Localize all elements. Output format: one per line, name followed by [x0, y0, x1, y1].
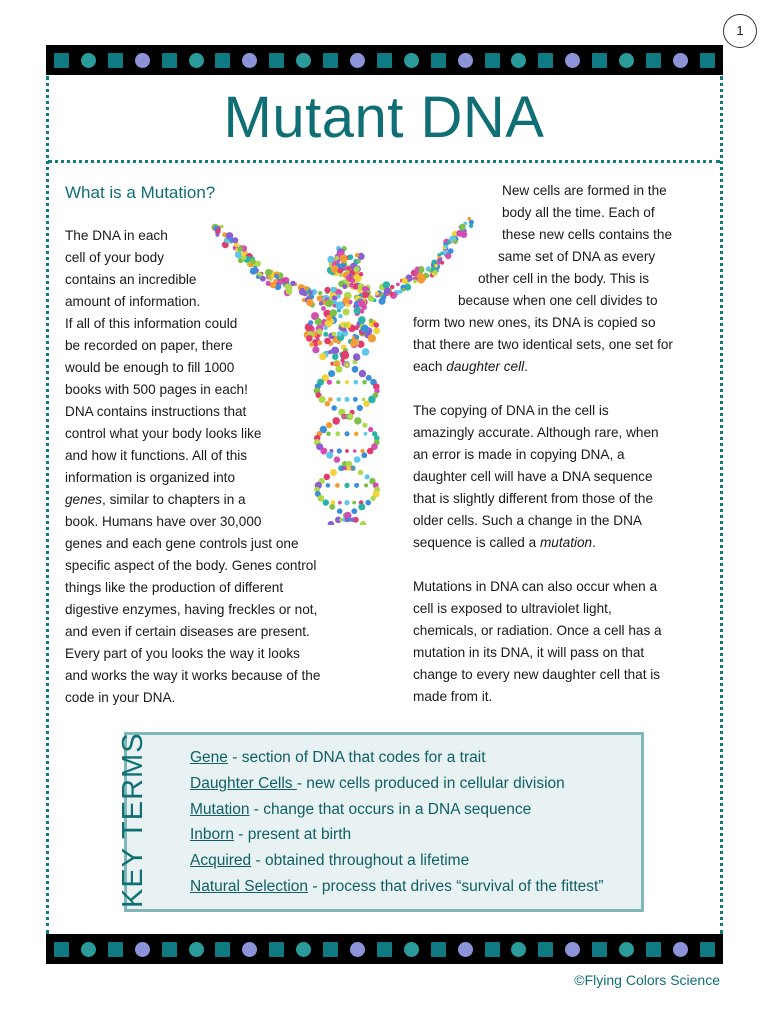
- confetti-dot: [255, 261, 261, 267]
- confetti-dot: [364, 483, 368, 487]
- left-line: control what your body looks like: [65, 426, 262, 441]
- confetti-dot: [338, 268, 344, 274]
- right-line: chemicals, or radiation. Once a cell has a: [413, 623, 662, 638]
- confetti-dot: [327, 380, 332, 385]
- left-line: cell of your body: [65, 250, 164, 265]
- border-dot: [296, 942, 311, 957]
- confetti-dot: [396, 283, 400, 287]
- border-dot: [242, 53, 257, 68]
- left-line: and even if certain diseases are present.: [65, 624, 310, 639]
- line-text: each: [413, 359, 447, 374]
- confetti-dot: [336, 301, 344, 309]
- right-line: older cells. Such a change in the DNA: [413, 513, 642, 528]
- confetti-dot: [402, 278, 408, 284]
- confetti-dot: [325, 401, 330, 406]
- confetti-dot: [309, 342, 314, 347]
- border-dot: [81, 53, 96, 68]
- confetti-dot: [249, 263, 254, 268]
- border-dot: [350, 53, 365, 68]
- border-dot: [673, 942, 688, 957]
- key-term-row: [190, 823, 351, 847]
- confetti-dot: [353, 353, 360, 360]
- confetti-dot: [215, 233, 219, 237]
- border-dot: [511, 53, 526, 68]
- border-square: [323, 942, 338, 957]
- left-line: things like the production of different: [65, 580, 284, 595]
- confetti-dot: [425, 273, 430, 278]
- line-text: .: [524, 359, 528, 374]
- confetti-dot: [438, 258, 442, 262]
- key-term-row: [190, 798, 531, 822]
- border-square: [700, 942, 715, 957]
- confetti-dot: [232, 237, 238, 243]
- right-line: that there are two identical sets, one set for: [413, 337, 673, 352]
- confetti-dot: [364, 432, 368, 436]
- confetti-dot: [357, 405, 363, 411]
- right-line: made from it.: [413, 689, 493, 704]
- key-terms-box: [117, 732, 644, 912]
- left-line: would be enough to fill 1000: [65, 360, 235, 375]
- confetti-dot: [323, 326, 327, 330]
- left-line: books with 500 pages in each!: [65, 382, 248, 397]
- confetti-dot: [302, 291, 307, 296]
- key-term-word: Mutation: [190, 800, 250, 818]
- right-line: cell is exposed to ultraviolet light,: [413, 601, 612, 616]
- confetti-dot: [267, 275, 271, 279]
- confetti-dot: [238, 246, 243, 251]
- confetti-dot: [366, 375, 372, 381]
- confetti-dot: [352, 366, 359, 373]
- border-dot: [458, 942, 473, 957]
- confetti-dot: [355, 335, 360, 340]
- confetti-dot: [359, 272, 363, 276]
- confetti-dot: [362, 380, 367, 385]
- border-square: [538, 53, 553, 68]
- key-term-word: Gene: [190, 749, 228, 766]
- confetti-dot: [329, 504, 335, 510]
- confetti-dot: [354, 266, 360, 272]
- key-term-row: [190, 746, 486, 770]
- italic-term: mutation: [539, 535, 593, 550]
- confetti-dot: [344, 266, 348, 270]
- confetti-dot: [284, 278, 289, 283]
- confetti-dot: [360, 309, 365, 314]
- confetti-dot: [308, 320, 313, 325]
- right-line: body all the time. Each of: [502, 205, 655, 220]
- italic-term: genes: [65, 492, 103, 507]
- confetti-dot: [341, 466, 345, 470]
- confetti-dot: [312, 346, 319, 353]
- line-text: , similar to chapters in a: [102, 492, 246, 507]
- confetti-dot: [384, 287, 391, 294]
- confetti-dot: [266, 281, 271, 286]
- confetti-dot: [328, 521, 334, 525]
- border-square: [162, 53, 177, 68]
- confetti-dot: [359, 370, 366, 377]
- confetti-dot: [304, 286, 309, 291]
- confetti-dot: [368, 295, 374, 301]
- confetti-dot: [341, 351, 349, 359]
- confetti-dot: [358, 470, 363, 475]
- border-dot: [673, 53, 688, 68]
- confetti-dot: [337, 294, 341, 298]
- confetti-dot: [278, 279, 284, 285]
- border-square: [700, 53, 715, 68]
- key-term-definition: - new cells produced in cellular division: [296, 774, 565, 792]
- left-dotted-border: [46, 76, 49, 934]
- border-dot: [404, 53, 419, 68]
- confetti-dot: [324, 474, 330, 480]
- confetti-dot: [357, 259, 361, 263]
- confetti-dot: [417, 273, 423, 279]
- left-line: and works the way it works because of the: [65, 668, 321, 683]
- confetti-dot: [342, 284, 347, 289]
- border-square: [377, 53, 392, 68]
- border-dot: [565, 53, 580, 68]
- confetti-dot: [306, 335, 313, 342]
- confetti-dot: [324, 287, 330, 293]
- top-decorative-border: [46, 45, 723, 75]
- border-square: [323, 53, 338, 68]
- confetti-dot: [319, 353, 326, 360]
- confetti-dot: [375, 292, 379, 296]
- line-text: sequence is called a: [413, 535, 540, 550]
- confetti-dot: [273, 279, 277, 283]
- confetti-dot: [459, 224, 466, 231]
- left-line: digestive enzymes, having freckles or not,: [65, 602, 318, 617]
- confetti-dot: [354, 380, 359, 385]
- border-dot: [135, 942, 150, 957]
- confetti-dot: [361, 325, 369, 333]
- confetti-dot: [325, 299, 333, 307]
- section-heading: What is a Mutation?: [65, 183, 216, 202]
- border-square: [538, 942, 553, 957]
- confetti-dot: [413, 279, 417, 283]
- confetti-dot: [337, 331, 342, 336]
- confetti-dot: [332, 354, 338, 360]
- key-term-word: Inborn: [190, 826, 234, 844]
- italic-term: daughter cell: [446, 359, 525, 374]
- left-line: genes and each gene controls just one: [65, 536, 299, 551]
- right-line: [413, 532, 596, 554]
- right-line: amazingly accurate. Although rare, when: [413, 425, 659, 440]
- border-dot: [189, 53, 204, 68]
- key-term-row: [190, 849, 469, 873]
- confetti-dot: [368, 334, 376, 342]
- confetti-dot: [362, 423, 367, 428]
- confetti-dot: [352, 501, 356, 505]
- confetti-dot: [319, 301, 323, 305]
- confetti-dot: [328, 397, 332, 401]
- confetti-dot: [326, 452, 333, 459]
- confetti-dot: [362, 398, 366, 402]
- left-line: code in your DNA.: [65, 690, 176, 705]
- confetti-dot: [320, 448, 327, 455]
- confetti-dot: [345, 380, 349, 384]
- border-square: [377, 942, 392, 957]
- border-square: [646, 53, 661, 68]
- confetti-dot: [338, 314, 343, 319]
- confetti-dot: [250, 268, 257, 275]
- confetti-dot: [327, 256, 334, 263]
- border-dot: [511, 942, 526, 957]
- border-dot: [404, 942, 419, 957]
- confetti-dot: [448, 248, 454, 254]
- confetti-dot: [256, 275, 260, 279]
- confetti-dot: [353, 449, 357, 453]
- border-dot: [565, 942, 580, 957]
- confetti-dot: [345, 397, 350, 402]
- confetti-dot: [260, 276, 266, 282]
- confetti-dot: [326, 432, 331, 437]
- confetti-dot: [445, 245, 449, 249]
- border-square: [431, 942, 446, 957]
- border-square: [431, 53, 446, 68]
- border-square: [485, 942, 500, 957]
- border-square: [592, 53, 607, 68]
- border-dot: [458, 53, 473, 68]
- dna-person-illustration: [202, 215, 492, 525]
- border-dot: [135, 53, 150, 68]
- border-square: [269, 53, 284, 68]
- border-square: [269, 942, 284, 957]
- confetti-dot: [331, 347, 339, 355]
- key-term-word: Acquired: [190, 852, 252, 870]
- left-line: The DNA in each: [65, 228, 168, 243]
- key-terms-label: KEY TERMS: [117, 732, 149, 908]
- left-line: book. Humans have over 30,000: [65, 514, 262, 529]
- confetti-dot: [318, 291, 322, 295]
- confetti-dot: [337, 448, 342, 453]
- confetti-dot: [328, 350, 332, 354]
- confetti-dot: [350, 340, 357, 347]
- confetti-dot: [354, 325, 359, 330]
- confetti-dot: [265, 269, 272, 276]
- page-number: 1: [723, 14, 757, 48]
- confetti-dot: [330, 469, 337, 476]
- confetti-dot: [317, 329, 323, 335]
- confetti-dot: [354, 417, 361, 424]
- confetti-dot: [349, 283, 354, 288]
- right-line: Mutations in DNA can also occur when a: [413, 579, 658, 594]
- border-dot: [619, 53, 634, 68]
- confetti-dot: [374, 322, 379, 327]
- border-square: [215, 53, 230, 68]
- confetti-dot: [338, 501, 342, 505]
- right-line: other cell in the body. This is: [478, 271, 650, 286]
- key-term-definition: - change that occurs in a DNA sequence: [249, 800, 532, 818]
- confetti-dot: [449, 236, 455, 242]
- key-term-definition: - obtained throughout a lifetime: [251, 852, 470, 870]
- right-dotted-border: [720, 76, 723, 934]
- key-term-word: Natural Selection: [190, 878, 309, 895]
- right-line: daughter cell will have a DNA sequence: [413, 469, 653, 484]
- right-line: mutation in its DNA, it will pass on that: [413, 645, 645, 660]
- confetti-dot: [348, 254, 354, 260]
- confetti-dot: [358, 503, 365, 510]
- right-line: that is slightly different from those of the: [413, 491, 654, 506]
- confetti-dot: [351, 518, 356, 523]
- confetti-dot: [362, 286, 368, 292]
- key-term-row: [190, 772, 565, 796]
- border-dot: [619, 942, 634, 957]
- confetti-dot: [337, 397, 341, 401]
- confetti-dot: [370, 496, 375, 501]
- confetti-dot: [360, 521, 366, 525]
- confetti-dot: [344, 323, 348, 327]
- border-square: [54, 942, 69, 957]
- border-dot: [242, 942, 257, 957]
- confetti-dot: [336, 380, 340, 384]
- left-line: DNA contains instructions that: [65, 404, 247, 419]
- confetti-dot: [319, 396, 326, 403]
- confetti-dot: [358, 316, 366, 324]
- border-square: [215, 942, 230, 957]
- right-line: same set of DNA as every: [498, 249, 656, 264]
- confetti-dot: [362, 348, 370, 356]
- confetti-dot: [456, 230, 463, 237]
- confetti-dot: [323, 499, 329, 505]
- right-line: because when one cell divides to: [458, 293, 658, 308]
- border-square: [592, 942, 607, 957]
- right-line: The copying of DNA in the cell is: [413, 403, 609, 418]
- confetti-dot: [345, 431, 350, 436]
- confetti-dot: [434, 264, 438, 268]
- right-line: change to every new daughter cell that is: [413, 667, 661, 682]
- confetti-dot: [354, 483, 359, 488]
- bottom-decorative-border: [46, 934, 723, 964]
- confetti-dot: [290, 281, 295, 286]
- confetti-dot: [330, 287, 336, 293]
- left-line: If all of this information could: [65, 316, 238, 331]
- confetti-dot: [331, 265, 339, 273]
- confetti-dot: [220, 225, 224, 229]
- key-term-word: Daughter Cells: [190, 774, 297, 792]
- confetti-dot: [343, 309, 350, 316]
- right-line: an error is made in copying DNA, a: [413, 447, 625, 462]
- confetti-dot: [350, 278, 355, 283]
- border-dot: [350, 942, 365, 957]
- left-line: information is organized into: [65, 470, 236, 485]
- confetti-dot: [317, 295, 323, 301]
- confetti-dot: [433, 270, 438, 275]
- confetti-dot: [330, 319, 334, 323]
- confetti-dot: [345, 363, 349, 367]
- page-title: Mutant DNA: [223, 85, 545, 150]
- left-line: Every part of you looks the way it looks: [65, 646, 300, 661]
- left-line: contains an incredible: [65, 272, 197, 287]
- confetti-dot: [335, 483, 340, 488]
- left-line: be recorded on paper, there: [65, 338, 233, 353]
- confetti-dot: [363, 401, 369, 407]
- confetti-dot: [317, 340, 322, 345]
- confetti-dot: [306, 299, 313, 306]
- footer-copyright: ©Flying Colors Science: [574, 972, 720, 988]
- confetti-dot: [355, 253, 359, 257]
- confetti-dot: [340, 358, 344, 362]
- left-line: amount of information.: [65, 294, 201, 309]
- key-term-definition: - section of DNA that codes for a trait: [227, 749, 486, 766]
- confetti-dot: [274, 274, 279, 279]
- right-line: form two new ones, its DNA is copied so: [413, 315, 656, 330]
- confetti-dot: [381, 295, 386, 300]
- confetti-dot: [309, 290, 313, 294]
- right-line: these new cells contains the: [502, 227, 673, 242]
- confetti-dot: [343, 297, 350, 304]
- confetti-dot: [399, 290, 403, 294]
- confetti-dot: [328, 370, 335, 377]
- confetti-dot: [365, 500, 371, 506]
- border-square: [108, 53, 123, 68]
- confetti-dot: [365, 474, 370, 479]
- confetti-dot: [326, 422, 332, 428]
- confetti-dot: [344, 500, 349, 505]
- border-dot: [296, 53, 311, 68]
- left-line: specific aspect of the body. Genes control: [65, 558, 317, 573]
- left-line: and how it functions. All of this: [65, 448, 248, 463]
- confetti-dot: [361, 452, 367, 458]
- confetti-dot: [339, 273, 343, 277]
- confetti-dot: [344, 483, 349, 488]
- confetti-dot: [324, 338, 331, 345]
- confetti-dot: [347, 415, 351, 419]
- confetti-dot: [354, 432, 358, 436]
- right-line: New cells are formed in the: [502, 183, 667, 198]
- confetti-dot: [326, 483, 331, 488]
- confetti-dot: [469, 220, 474, 225]
- confetti-dot: [353, 397, 358, 402]
- confetti-dot: [358, 300, 366, 308]
- confetti-dot: [415, 267, 420, 272]
- key-term-definition: - present at birth: [233, 826, 352, 844]
- border-square: [162, 942, 177, 957]
- confetti-dot: [334, 456, 340, 462]
- confetti-dot: [340, 255, 347, 262]
- border-dot: [189, 942, 204, 957]
- confetti-dot: [373, 327, 380, 334]
- confetti-dot: [331, 405, 337, 411]
- line-text: .: [592, 535, 596, 550]
- confetti-dot: [369, 318, 373, 322]
- confetti-dot: [368, 427, 373, 432]
- confetti-dot: [337, 508, 343, 514]
- confetti-dot: [345, 449, 349, 453]
- border-square: [485, 53, 500, 68]
- confetti-dot: [353, 304, 357, 308]
- confetti-dot: [367, 448, 374, 455]
- confetti-dot: [354, 456, 361, 463]
- confetti-dot: [321, 306, 326, 311]
- confetti-dot: [332, 332, 336, 336]
- confetti-dot: [332, 417, 340, 425]
- border-square: [646, 942, 661, 957]
- confetti-dot: [335, 431, 340, 436]
- confetti-figure: [212, 217, 474, 525]
- title-divider: [48, 160, 720, 163]
- confetti-dot: [286, 288, 293, 295]
- border-square: [54, 53, 69, 68]
- key-term-definition: - process that drives “survival of the fittest”: [308, 878, 604, 895]
- border-square: [108, 942, 123, 957]
- confetti-dot: [315, 318, 322, 325]
- border-dot: [81, 942, 96, 957]
- confetti-dot: [351, 508, 357, 514]
- confetti-dot: [336, 366, 343, 373]
- confetti-dot: [323, 332, 328, 337]
- key-term-row: [190, 875, 604, 899]
